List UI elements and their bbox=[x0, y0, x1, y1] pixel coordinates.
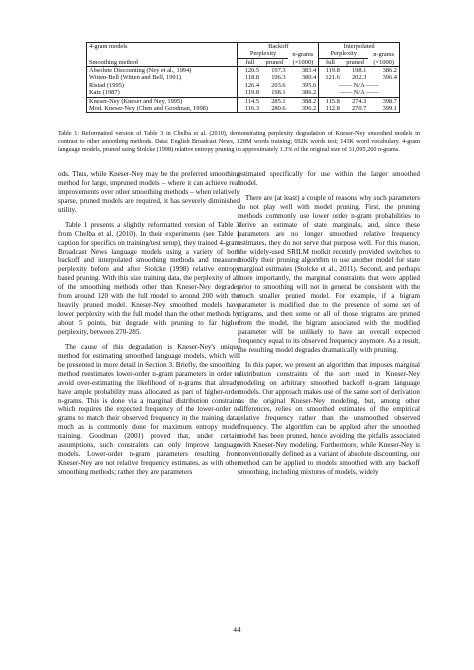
paragraph: ods. Thus, while Kneser-Ney may be the preferred smoothing method for large, unpruned models – where it can achieve real improvements over other smoothing methods – when relatively sparse, pruned models are required, it has severely diminished utility. bbox=[58, 170, 240, 214]
cell-interp-ngrams: 386.2 bbox=[368, 67, 399, 75]
cell-backoff-ngrams: 380.4 bbox=[301, 74, 317, 82]
cell-backoff-ngrams: 395.6 bbox=[301, 81, 317, 89]
cell-interp-pruned: 202.3 bbox=[351, 74, 367, 82]
paragraph: There are (at least) a couple of reasons why such parameters do not play well with model pruning. First, the pruning methods commonly use lower order n-gram probabilities to derive an estimate of state marginals, and, since these parameters are no longer smoothed relative frequency estimates, they do not serve that purpose well. For this reason, the widely-used SRILM toolkit recently provided switches to modify their pruning algorithm to use another model for state marginal estimates (Stolcke et al., 2011). Second, and perhaps more importantly, the marginal constraints that were applied prior to smoothing will not in general be consistent with the much smaller pruned model. For example, if a bigram parameter is modified due to the presence of some set of trigrams, and then some or all of those trigrams are pruned from the model, the bigram associated with the modified parameter will be unlikely to have an overall expected frequency equal to its observed frequency anymore. As a result, the resulting model degrades dramatically with pruning. bbox=[238, 193, 420, 354]
cell-interp-full: 112.8 bbox=[319, 105, 342, 113]
cell-backoff-ngrams: 386.2 bbox=[301, 89, 317, 97]
cell-interp-pruned: 274.3 bbox=[342, 97, 369, 105]
cell-interp-na: —— N/A —— bbox=[319, 89, 400, 97]
cell-interp-pruned: 198.1 bbox=[351, 67, 367, 75]
table-header-times1000: (×1000) bbox=[288, 58, 319, 66]
cell-backoff-pruned: 280.6 bbox=[261, 105, 288, 113]
paragraph: The cause of this degradation is Kneser-Ney's unique method for estimating smoothed language models, which will be presented in more detail in Section 3. Briefly, the smoothing method reestimates lower-order n-gram parameters in order to avoid over-estimating the likelihood of n-grams that already have ample probability mass allocated as part of higher-order n-grams. This is done via a marginal distribution constraint which requires the expected frequency of the lower-order n-grams to match their observed frequency in the training data, much as is commonly done for maximum entropy model training. Goodman (2001) proved that, under certain assumptions, such constraints can only improve language models. Lower-order n-gram parameters resulting from Kneser-Ney are not relative frequency estimates, as with other smoothing methods; rather they are parameters bbox=[58, 342, 240, 476]
table-header-times1000: (×1000) bbox=[368, 58, 399, 66]
cell-backoff-full: 114.5 bbox=[238, 97, 261, 105]
table-row bbox=[87, 82, 400, 89]
page-number: 44 bbox=[233, 626, 241, 634]
paragraph: estimated specifically for use within the larger smoothed model. bbox=[238, 170, 420, 187]
table-header-perplexity-interp: Perplexity bbox=[319, 50, 369, 58]
table-row bbox=[87, 97, 400, 105]
cell-backoff-full: 119.8 bbox=[238, 89, 261, 97]
row-method: Mod. Kneser-Ney (Chen and Goodman, 1998) bbox=[87, 105, 238, 113]
table-header-pruned: pruned bbox=[261, 58, 288, 66]
table-row bbox=[87, 67, 400, 75]
cell-backoff-ngrams: 396.2 bbox=[288, 105, 319, 113]
left-column bbox=[58, 170, 240, 483]
table-header-ngrams-interp: n-grams bbox=[368, 50, 399, 58]
table-header-model-type: 4-gram models bbox=[87, 43, 238, 51]
cell-backoff-ngrams: 388.2 bbox=[288, 97, 319, 105]
cell-backoff-pruned: 203.6 bbox=[271, 81, 286, 89]
table-header-pruned: pruned bbox=[342, 58, 369, 66]
table-row bbox=[87, 105, 400, 113]
cell-interp-ngrams: 399.1 bbox=[368, 105, 399, 113]
cell-interp-full: 119.8 bbox=[319, 67, 342, 75]
row-method: Witten-Bell (Witten and Bell, 1991) bbox=[87, 74, 238, 81]
row-method: Absolute Discounting (Ney et al., 1994) bbox=[87, 67, 238, 75]
cell-interp-na: —— N/A —— bbox=[319, 82, 400, 89]
cell-backoff-pruned: 285.1 bbox=[261, 97, 288, 105]
table-header-smoothing: Smoothing method bbox=[87, 58, 238, 66]
cell-backoff-full: 120.5 bbox=[238, 67, 261, 75]
cell-backoff-full: 118.8 bbox=[238, 74, 261, 81]
cell-interp-pruned: 270.7 bbox=[342, 105, 369, 113]
table-header-backoff: Backoff bbox=[238, 43, 319, 51]
right-column bbox=[238, 170, 420, 483]
cell-interp-ngrams: 396.4 bbox=[368, 74, 399, 81]
table-header-interpolated: Interpolated bbox=[319, 43, 400, 51]
paragraph: Table 1 presents a slightly reformatted version of Table 3 from Chelba et al. (2010). In their experiments (see Table 1 caption for specifics on training/test setup), they trained 4-gram Broadcast News language models using a variety of both backoff and interpolated smoothing methods and measured perplexity before and after Stolcke (1998) relative entropy based pruning. With this size training data, the perplexity of all of the smoothing methods other than Kneser-Ney degrades from around 120 with the full model to around 200 with the heavily pruned model. Kneser-Ney smoothed models have lower perplexity with the full model than the other methods by about 5 points, but degrade with pruning to far higher perplexity, between 270-285. bbox=[58, 220, 240, 336]
cell-backoff-ngrams: 383.4 bbox=[301, 67, 317, 75]
table-header-perplexity-backoff: Perplexity bbox=[238, 50, 288, 58]
table-caption: Table 1: Reformatted version of Table 3 in Chelba et al. (2010), demonstrating perplexity degradation of Kneser-Ney smoothed models in contrast to other smoothing methods. Data: English Broadcast News, 128M words training; 692K words test; 143K word vocabulary. 4-gram language models, pruned using Stolcke (1998) relative entropy pruning to approximately 1.3% of the original size of 31,095,260 n-grams. bbox=[58, 130, 420, 153]
results-table bbox=[86, 42, 400, 113]
table-row bbox=[87, 89, 400, 97]
cell-interp-full: 121.6 bbox=[319, 74, 342, 81]
row-method: Ristad (1995) bbox=[87, 82, 238, 89]
cell-backoff-pruned: 198.1 bbox=[271, 89, 286, 97]
cell-backoff-full: 126.4 bbox=[238, 82, 261, 89]
table-row bbox=[87, 74, 400, 81]
table-header-full: full bbox=[319, 58, 342, 66]
cell-backoff-full: 116.3 bbox=[238, 105, 261, 113]
row-method: Katz (1987) bbox=[87, 89, 238, 97]
table-header-ngrams-backoff: n-grams bbox=[292, 50, 314, 58]
cell-backoff-pruned: 196.3 bbox=[271, 74, 286, 82]
cell-interp-full: 115.8 bbox=[319, 97, 342, 105]
cell-interp-ngrams: 398.7 bbox=[368, 97, 399, 105]
paragraph: In this paper, we present an algorithm that imposes marginal distribution constraints of the sort used in Kneser-Ney modeling on arbitrary smoothed backoff n-gram language models. Our approach makes use of the same sort of derivation as the original Kneser-Ney modeling, but, among other differences, relies on smoothed estimates of the empirical relative frequency rather than the unsmoothed observed frequency. The algorithm can be applied after the smoothed model has been pruned, hence avoiding the pitfalls associated with Kneser-Ney modeling. Furthermore, while Kneser-Ney is conventionally defined as a variant of absolute discounting, our method can be applied to models smoothed with any backoff smoothing, including mixtures of models, widely bbox=[238, 360, 420, 476]
cell-backoff-pruned: 197.3 bbox=[271, 67, 286, 75]
table-header-full: full bbox=[238, 58, 261, 66]
row-method: Kneser-Ney (Kneser and Ney, 1995) bbox=[87, 97, 238, 105]
